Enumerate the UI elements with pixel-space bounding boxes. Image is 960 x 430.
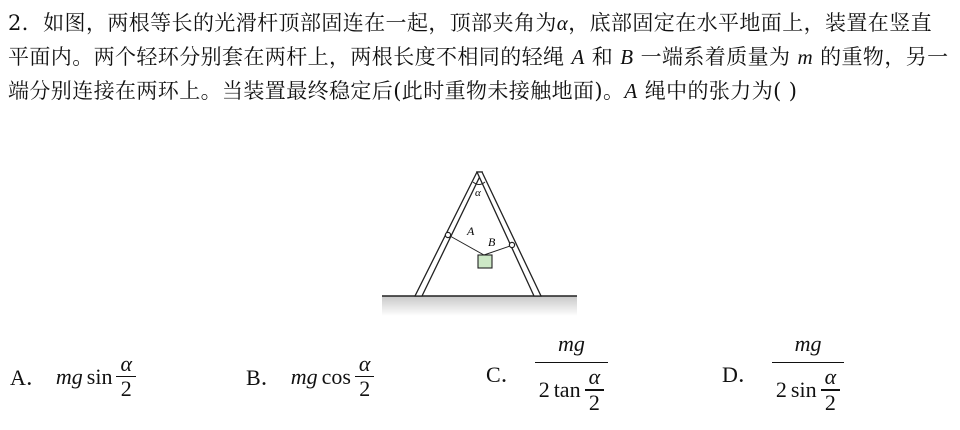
mass-symbol: m [797, 45, 814, 69]
question-seg4: 一端系着质量为 [633, 45, 798, 69]
option-b-prefix: mg [290, 363, 318, 389]
option-b-num: α [358, 351, 371, 376]
option-c-den-coef: 2 [538, 377, 550, 403]
question-seg5: 的重物，另一端分别连接在两环上。当装置最终稳定后(此时重物未接触地面)。 [8, 45, 949, 103]
option-a[interactable] [10, 352, 136, 401]
question-seg1: 2．如图，两根等长的光滑杆顶部固连在一起，顶部夹角为 [8, 11, 557, 35]
option-b-fn: cos [321, 363, 351, 389]
option-b-letter: B． [246, 365, 283, 391]
rope-b-symbol: B [620, 45, 634, 69]
option-c-inner-fraction [585, 365, 605, 414]
option-d-letter: D． [722, 361, 760, 387]
option-d-den [772, 363, 844, 414]
question-seg3: 和 [584, 45, 621, 69]
rope-a-symbol: A [571, 45, 585, 69]
option-d-den-coef: 2 [775, 377, 787, 403]
option-c-den-fn: tan [553, 377, 581, 403]
weight-block [478, 255, 492, 268]
alpha-symbol: α [556, 11, 569, 35]
question-text [8, 6, 953, 108]
option-d-fraction [772, 332, 844, 415]
question-seg2: ，底部固定在水平地面上，装置在竖直平面内。两个轻环分别套在两杆上，两根长度不相同的轻绳 [8, 11, 933, 69]
rope-b-label: B [488, 235, 496, 249]
option-b-fraction [355, 352, 375, 401]
option-d-inner-fraction [821, 365, 841, 414]
option-d-inner-den: 2 [824, 389, 836, 415]
question-seg6: 绳中的张力为( ) [637, 79, 798, 103]
option-d-inner-num: α [824, 364, 837, 390]
diagram-svg [380, 168, 580, 320]
option-c-letter: C． [486, 361, 523, 387]
option-c-den [535, 363, 608, 414]
rope-a-label: A [467, 224, 475, 238]
angle-label: α [475, 187, 481, 199]
option-c-inner-den: 2 [588, 389, 600, 415]
left-ring [445, 232, 450, 237]
right-rod [477, 172, 541, 296]
right-ring [509, 242, 514, 247]
option-a-den: 2 [120, 376, 132, 402]
option-c-inner-num: α [588, 364, 601, 390]
ground-shading [382, 296, 577, 316]
option-a-num: α [120, 351, 133, 376]
option-d-num: mg [794, 331, 822, 356]
option-a-fraction [116, 352, 136, 401]
option-b[interactable] [246, 352, 374, 401]
option-c-num: mg [557, 331, 585, 356]
option-a-fn: sin [86, 363, 113, 389]
rope-a [450, 236, 484, 255]
option-d[interactable] [722, 332, 844, 415]
option-a-letter: A． [10, 365, 48, 391]
option-c-fraction [535, 332, 608, 415]
option-d-den-fn: sin [790, 377, 817, 403]
physics-diagram [380, 168, 580, 320]
option-c[interactable] [486, 332, 608, 415]
option-a-prefix: mg [55, 363, 83, 389]
rope-a-symbol-2: A [624, 79, 638, 103]
option-b-den: 2 [359, 376, 371, 402]
